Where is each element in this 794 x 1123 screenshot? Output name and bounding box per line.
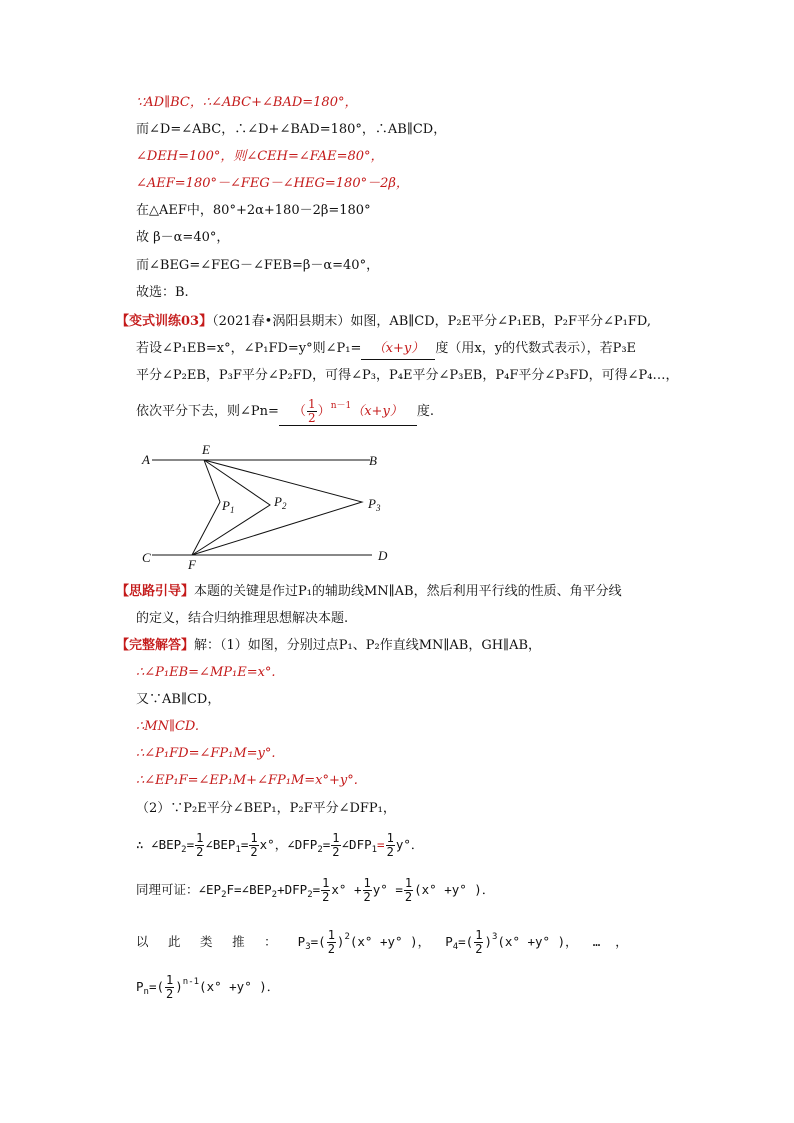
answer-blank-2: （ $\frac{1}{2}$ ）$^{n-1}$（x+y） — [279, 396, 417, 426]
n: 1 — [166, 973, 174, 987]
s8-sub2b: 2 — [271, 890, 278, 900]
label-a: A — [142, 452, 150, 467]
s8-f: F=∠BEP — [226, 882, 272, 897]
s9-p3: P — [297, 934, 306, 949]
label-p2: $P_2$ — [274, 494, 287, 511]
problem-tag: 【变式训练03】 — [116, 314, 213, 329]
s7-eq2: = — [240, 837, 249, 852]
label-b: B — [369, 453, 377, 468]
s10-sup: n-1 — [182, 977, 200, 987]
problem-line-4-pre: 依次平分下去，则∠Pn= — [136, 404, 279, 419]
s7-period: ． — [410, 837, 424, 852]
solution-line-8 — [136, 875, 494, 910]
solution-line-5: ∴∠EP₁F=∠EP₁M+∠FP₁M=x°+y°. — [136, 773, 358, 788]
n: 1 — [363, 876, 371, 890]
answer-tail: （x+y） — [351, 404, 403, 419]
s8-pre: 同理可证：∠EP — [136, 882, 222, 897]
s8-y: y° — [372, 882, 388, 897]
prev-solution-line-6: 故 β－α=40°， — [136, 230, 230, 245]
problem-line-1 — [116, 312, 651, 332]
solution-text-0: 解：（1）如图，分别过点P₁、P₂作直线MN∥AB，GH∥AB， — [194, 638, 542, 653]
s9-sup3: 3 — [491, 932, 498, 942]
hint-tag: 【思路引导】 — [116, 584, 195, 599]
solution-line-0 — [116, 636, 541, 656]
s7-frac-1 — [195, 832, 204, 859]
solution-line-6: （2）∵P₂E平分∠BEP₁，P₂F平分∠DFP₁， — [136, 801, 396, 816]
label-d: D — [378, 548, 388, 563]
problem-line-4 — [136, 396, 434, 426]
label-p1: $P_1$ — [222, 498, 235, 515]
d: 2 — [250, 845, 258, 859]
s9-frac-2 — [474, 929, 483, 956]
s7-sub2: 2 — [181, 845, 187, 855]
s7-pre: ∴ ∠BEP — [136, 837, 182, 852]
s7-frac-4 — [386, 832, 395, 859]
s8-eq: = — [312, 882, 321, 897]
d: 2 — [166, 987, 174, 1001]
geometry-figure — [130, 440, 410, 575]
n: 1 — [322, 876, 330, 890]
s7-eq: = — [186, 837, 195, 852]
s7-eq4: = — [377, 837, 385, 852]
problem-line-4-post: 度. — [416, 404, 435, 419]
label-f: F — [188, 557, 196, 572]
s9-pre: 以 此 类 推 ： — [136, 934, 283, 949]
problem-line-2-post: 度（用x，y的代数式表示），若P₃E — [435, 341, 637, 356]
label-p3: $P_3$ — [368, 496, 381, 513]
s7-frac-3 — [331, 832, 340, 859]
solution-line-10 — [136, 967, 279, 1007]
n: 1 — [250, 831, 258, 845]
s7-eq3: = — [322, 837, 331, 852]
s9-lp2: ( — [465, 934, 474, 949]
s8-period: ． — [481, 882, 495, 897]
d: 2 — [386, 845, 394, 859]
s8-x: x° — [331, 882, 347, 897]
solution-tag: 【完整解答】 — [116, 638, 195, 653]
s9-lp: ( — [318, 934, 326, 949]
s7-sub2b: 2 — [317, 845, 323, 855]
s9-sub4: 4 — [452, 942, 459, 952]
s8-plus: + — [353, 882, 362, 897]
prev-solution-line-1: ∵AD∥BC，∴∠ABC+∠BAD=180°， — [136, 95, 358, 110]
hint-text-1: 本题的关键是作过P₁的辅助线MN∥AB，然后利用平行线的性质、角平分线 — [194, 584, 622, 599]
solution-line-4: ∴∠P₁FD=∠FP₁M=y°. — [136, 746, 276, 761]
s9-p4: P — [445, 934, 453, 949]
prev-solution-line-2: 而∠D=∠ABC，∴∠D+∠BAD=180°，∴AB∥CD， — [136, 122, 447, 137]
s8-sub2: 2 — [221, 890, 227, 900]
s10-frac — [165, 974, 174, 1001]
n: 1 — [404, 876, 413, 890]
s9-dots: … — [592, 934, 601, 949]
s10-eq: = — [148, 979, 157, 994]
prev-solution-line-7: 而∠BEG=∠FEG－∠FEB=β－α=40°， — [136, 258, 380, 273]
s8-frac-1 — [321, 877, 330, 904]
s9-sub3: 3 — [305, 942, 311, 952]
s8-frac-2 — [363, 877, 372, 904]
answer-blank-1: （x+y） — [361, 339, 435, 360]
s7-bep: ∠BEP — [205, 837, 236, 852]
prev-solution-answer: 故选：B. — [136, 285, 189, 300]
s7-sub1b: 1 — [371, 845, 378, 855]
solution-line-3: ∴MN∥CD. — [136, 719, 200, 734]
s9-xy2: (x° +y° ) — [497, 934, 566, 949]
s7-dfp: ∠DFP — [287, 837, 318, 852]
n: 1 — [475, 928, 483, 942]
solution-line-2: 又∵AB∥CD， — [136, 692, 221, 707]
s9-sup2: 2 — [344, 932, 350, 942]
frac-den: 2 — [308, 411, 316, 425]
problem-line-2-pre: 若设∠P₁EB=x°，∠P₁FD=y°则∠P₁= — [136, 341, 362, 356]
s10-p: P — [136, 979, 144, 994]
problem-line-2 — [136, 339, 636, 360]
solution-line-9 — [136, 922, 628, 962]
s9-comma: ， — [417, 934, 431, 949]
s9-comma2: ， — [565, 934, 578, 949]
s8-xy: (x° +y° ) — [414, 882, 482, 897]
s9-rp2: ) — [484, 934, 492, 949]
d: 2 — [475, 942, 483, 956]
solution-line-1: ∴∠P₁EB=∠MP₁E=x°. — [136, 665, 276, 680]
d: 2 — [332, 845, 340, 859]
problem-line-3: 平分∠P₂EB，P₃F平分∠P₂FD，可得∠P₃，P₄E平分∠P₃EB，P₄F平分∠P₃FD，可得∠P₄…， — [136, 368, 679, 383]
s10-sub-n: n — [143, 987, 149, 997]
d: 2 — [363, 890, 371, 904]
prev-solution-line-3: ∠DEH=100°，则∠CEH=∠FAE=80°， — [136, 149, 384, 164]
hint-line-2: 的定义，结合归纳推理思想解决本题. — [136, 611, 349, 626]
s7-dfp2: ∠DFP — [341, 837, 372, 852]
frac-num: 1 — [308, 397, 316, 411]
s8-sub2c: 2 — [307, 890, 313, 900]
prev-solution-line-4: ∠AEF=180°－∠FEG－∠HEG=180°－2β， — [136, 176, 409, 191]
s8-dfp: +DFP — [277, 882, 308, 897]
d: 2 — [322, 890, 330, 904]
s7-x: x° — [259, 837, 275, 852]
n: 1 — [332, 831, 340, 845]
s8-frac-3 — [404, 877, 413, 904]
n: 1 — [196, 831, 204, 845]
n: 1 — [386, 831, 394, 845]
s7-comma: ， — [274, 837, 288, 852]
path-ep1f — [192, 460, 220, 555]
s7-sub1: 1 — [235, 845, 241, 855]
label-e: E — [202, 442, 210, 457]
s9-comma3: ， — [615, 934, 628, 949]
s7-y: y° — [395, 837, 411, 852]
d: 2 — [404, 890, 413, 904]
solution-line-7 — [136, 830, 423, 865]
s9-eq2: = — [458, 934, 466, 949]
s9-frac-1 — [327, 929, 336, 956]
s9-eq: = — [310, 934, 319, 949]
s9-rp: ) — [336, 934, 345, 949]
s10-xy: (x° +y° ) — [199, 979, 267, 994]
d: 2 — [196, 845, 204, 859]
s10-period: ． — [266, 979, 280, 994]
s10-lp: ( — [156, 979, 165, 994]
s10-rp: ) — [175, 979, 183, 994]
n: 1 — [327, 928, 335, 942]
problem-source: （2021春•涡阳县期末）如图，AB∥CD，P₂E平分∠P₁EB，P₂F平分∠P₁FD, — [212, 314, 651, 329]
s8-eq2: = — [395, 882, 403, 897]
d: 2 — [327, 942, 335, 956]
hint-line-1 — [116, 582, 622, 602]
prev-solution-line-5: 在△AEF中，80°+2α+180－2β=180° — [136, 203, 371, 218]
s7-frac-2 — [249, 832, 258, 859]
s9-xy: (x° +y° ) — [349, 934, 418, 949]
label-c: C — [142, 550, 151, 565]
answer-exponent: n－1 — [330, 401, 352, 411]
